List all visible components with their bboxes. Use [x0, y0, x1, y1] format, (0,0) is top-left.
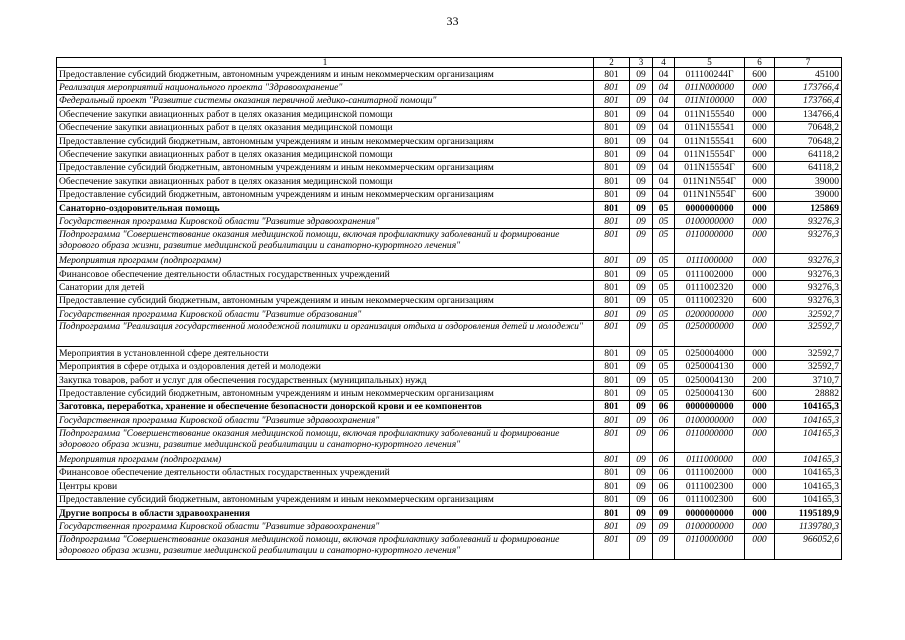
ministry-code-cell: 801	[594, 347, 630, 360]
item-name-cell: Центры крови	[57, 480, 594, 493]
amount-cell: 32592,7	[775, 360, 842, 373]
target-item-code-cell: 0250000000	[675, 321, 745, 347]
table-row	[57, 533, 842, 559]
section-code-cell: 09	[630, 94, 653, 107]
amount-cell: 70648,2	[775, 121, 842, 134]
subsection-code-cell: 05	[653, 267, 675, 280]
table-row	[57, 228, 842, 254]
item-name-cell: Подпрограмма "Совершенствование оказания медицинской помощи, включая профилактику заболеваний и формирование здорового образа жизни, развитие медицинской реабилитации и санаторно-курортного лечения"	[57, 533, 594, 559]
amount-cell: 104165,3	[775, 400, 842, 413]
expense-type-code-cell: 000	[745, 466, 775, 479]
subsection-code-cell: 05	[653, 347, 675, 360]
amount-cell: 173766,4	[775, 81, 842, 94]
table-row	[57, 347, 842, 360]
expense-type-code-cell: 000	[745, 201, 775, 214]
column-header: 6	[745, 58, 775, 68]
subsection-code-cell: 05	[653, 201, 675, 214]
target-item-code-cell: 0250004130	[675, 374, 745, 387]
target-item-code-cell: 011N000000	[675, 81, 745, 94]
table-row	[57, 94, 842, 107]
table-row	[57, 267, 842, 280]
expense-type-code-cell: 000	[745, 215, 775, 228]
expense-type-code-cell: 600	[745, 68, 775, 81]
item-name-cell: Предоставление субсидий бюджетным, автономным учреждениям и иным некоммерческим организациям	[57, 188, 594, 201]
section-code-cell: 09	[630, 294, 653, 307]
target-item-code-cell: 0111002300	[675, 493, 745, 506]
expense-type-code-cell: 000	[745, 427, 775, 453]
amount-cell: 104165,3	[775, 453, 842, 466]
item-name-cell: Обеспечение закупки авиационных работ в целях оказания медицинской помощи	[57, 148, 594, 161]
amount-cell: 93276,3	[775, 281, 842, 294]
item-name-cell: Заготовка, переработка, хранение и обеспечение безопасности донорской крови и ее компонентов	[57, 400, 594, 413]
section-code-cell: 09	[630, 374, 653, 387]
target-item-code-cell: 0200000000	[675, 308, 745, 321]
expense-type-code-cell: 000	[745, 81, 775, 94]
subsection-code-cell: 05	[653, 387, 675, 400]
target-item-code-cell: 0100000000	[675, 215, 745, 228]
amount-cell: 1195189,9	[775, 506, 842, 519]
target-item-code-cell: 0111000000	[675, 254, 745, 267]
expense-type-code-cell: 600	[745, 493, 775, 506]
subsection-code-cell: 06	[653, 453, 675, 466]
ministry-code-cell: 801	[594, 94, 630, 107]
expense-type-code-cell: 000	[745, 254, 775, 267]
subsection-code-cell: 09	[653, 533, 675, 559]
ministry-code-cell: 801	[594, 201, 630, 214]
subsection-code-cell: 09	[653, 506, 675, 519]
section-code-cell: 09	[630, 493, 653, 506]
expense-type-code-cell: 000	[745, 175, 775, 188]
item-name-cell: Реализация мероприятий национального проекта "Здравоохранение"	[57, 81, 594, 94]
target-item-code-cell: 0110000000	[675, 228, 745, 254]
column-header: 2	[594, 58, 630, 68]
target-item-code-cell: 0000000000	[675, 506, 745, 519]
expense-type-code-cell: 000	[745, 506, 775, 519]
ministry-code-cell: 801	[594, 400, 630, 413]
target-item-code-cell: 011N1N554Г	[675, 175, 745, 188]
section-code-cell: 09	[630, 347, 653, 360]
table-row	[57, 188, 842, 201]
table-row	[57, 294, 842, 307]
amount-cell: 45100	[775, 68, 842, 81]
subsection-code-cell: 06	[653, 480, 675, 493]
item-name-cell: Государственная программа Кировской области "Развитие здравоохранения"	[57, 520, 594, 533]
section-code-cell: 09	[630, 427, 653, 453]
expense-type-code-cell: 600	[745, 294, 775, 307]
expense-type-code-cell: 000	[745, 321, 775, 347]
item-name-cell: Санатории для детей	[57, 281, 594, 294]
item-name-cell: Предоставление субсидий бюджетным, автономным учреждениям и иным некоммерческим организациям	[57, 161, 594, 174]
amount-cell: 93276,3	[775, 294, 842, 307]
target-item-code-cell: 011N155541	[675, 134, 745, 147]
target-item-code-cell: 0111002300	[675, 480, 745, 493]
table-row	[57, 520, 842, 533]
target-item-code-cell: 011N15554Г	[675, 148, 745, 161]
item-name-cell: Предоставление субсидий бюджетным, автономным учреждениям и иным некоммерческим организациям	[57, 68, 594, 81]
table-body	[57, 68, 842, 560]
table-row	[57, 134, 842, 147]
section-code-cell: 09	[630, 387, 653, 400]
item-name-cell: Предоставление субсидий бюджетным, автономным учреждениям и иным некоммерческим организациям	[57, 493, 594, 506]
item-name-cell: Другие вопросы в области здравоохранения	[57, 506, 594, 519]
subsection-code-cell: 05	[653, 360, 675, 373]
table-row	[57, 121, 842, 134]
ministry-code-cell: 801	[594, 148, 630, 161]
target-item-code-cell: 0110000000	[675, 427, 745, 453]
subsection-code-cell: 06	[653, 427, 675, 453]
ministry-code-cell: 801	[594, 414, 630, 427]
ministry-code-cell: 801	[594, 493, 630, 506]
amount-cell: 104165,3	[775, 493, 842, 506]
amount-cell: 125869	[775, 201, 842, 214]
subsection-code-cell: 04	[653, 134, 675, 147]
table-row	[57, 414, 842, 427]
section-code-cell: 09	[630, 188, 653, 201]
table-row	[57, 427, 842, 453]
amount-cell: 64118,2	[775, 161, 842, 174]
subsection-code-cell: 09	[653, 520, 675, 533]
ministry-code-cell: 801	[594, 374, 630, 387]
target-item-code-cell: 011N15554Г	[675, 161, 745, 174]
target-item-code-cell: 0111002000	[675, 267, 745, 280]
expense-type-code-cell: 600	[745, 188, 775, 201]
section-code-cell: 09	[630, 414, 653, 427]
table-row	[57, 453, 842, 466]
subsection-code-cell: 04	[653, 121, 675, 134]
item-name-cell: Предоставление субсидий бюджетным, автономным учреждениям и иным некоммерческим организациям	[57, 294, 594, 307]
item-name-cell: Государственная программа Кировской области "Развитие здравоохранения"	[57, 215, 594, 228]
ministry-code-cell: 801	[594, 81, 630, 94]
ministry-code-cell: 801	[594, 308, 630, 321]
ministry-code-cell: 801	[594, 466, 630, 479]
target-item-code-cell: 0250004130	[675, 360, 745, 373]
expense-type-code-cell: 000	[745, 520, 775, 533]
column-header: 7	[775, 58, 842, 68]
amount-cell: 93276,3	[775, 254, 842, 267]
expense-type-code-cell: 000	[745, 267, 775, 280]
section-code-cell: 09	[630, 360, 653, 373]
ministry-code-cell: 801	[594, 453, 630, 466]
subsection-code-cell: 05	[653, 321, 675, 347]
target-item-code-cell: 0111000000	[675, 453, 745, 466]
section-code-cell: 09	[630, 134, 653, 147]
item-name-cell: Предоставление субсидий бюджетным, автономным учреждениям и иным некоммерческим организациям	[57, 387, 594, 400]
section-code-cell: 09	[630, 201, 653, 214]
table-row	[57, 201, 842, 214]
ministry-code-cell: 801	[594, 480, 630, 493]
item-name-cell: Федеральный проект "Развитие системы оказания первичной медико-санитарной помощи"	[57, 94, 594, 107]
table-row	[57, 308, 842, 321]
table-row	[57, 108, 842, 121]
table-row	[57, 321, 842, 347]
table-header-row	[57, 58, 842, 68]
amount-cell: 93276,3	[775, 215, 842, 228]
item-name-cell: Финансовое обеспечение деятельности областных государственных учреждений	[57, 267, 594, 280]
subsection-code-cell: 06	[653, 414, 675, 427]
subsection-code-cell: 04	[653, 68, 675, 81]
section-code-cell: 09	[630, 215, 653, 228]
item-name-cell: Обеспечение закупки авиационных работ в целях оказания медицинской помощи	[57, 121, 594, 134]
ministry-code-cell: 801	[594, 121, 630, 134]
table-row	[57, 374, 842, 387]
item-name-cell: Подпрограмма "Совершенствование оказания медицинской помощи, включая профилактику заболеваний и формирование здорового образа жизни, развитие медицинской реабилитации и санаторно-курортного лечения"	[57, 228, 594, 254]
amount-cell: 173766,4	[775, 94, 842, 107]
target-item-code-cell: 011N155540	[675, 108, 745, 121]
expense-type-code-cell: 600	[745, 387, 775, 400]
section-code-cell: 09	[630, 121, 653, 134]
target-item-code-cell: 011N1N554Г	[675, 188, 745, 201]
amount-cell: 104165,3	[775, 480, 842, 493]
expense-type-code-cell: 000	[745, 533, 775, 559]
ministry-code-cell: 801	[594, 520, 630, 533]
subsection-code-cell: 05	[653, 374, 675, 387]
target-item-code-cell: 011N100000	[675, 94, 745, 107]
column-header: 4	[653, 58, 675, 68]
column-header: 5	[675, 58, 745, 68]
item-name-cell: Обеспечение закупки авиационных работ в целях оказания медицинской помощи	[57, 175, 594, 188]
section-code-cell: 09	[630, 321, 653, 347]
expense-type-code-cell: 000	[745, 94, 775, 107]
ministry-code-cell: 801	[594, 161, 630, 174]
amount-cell: 70648,2	[775, 134, 842, 147]
item-name-cell: Государственная программа Кировской области "Развитие здравоохранения"	[57, 414, 594, 427]
ministry-code-cell: 801	[594, 294, 630, 307]
amount-cell: 32592,7	[775, 347, 842, 360]
item-name-cell: Закупка товаров, работ и услуг для обеспечения государственных (муниципальных) нужд	[57, 374, 594, 387]
column-header: 1	[57, 58, 594, 68]
target-item-code-cell: 0000000000	[675, 201, 745, 214]
ministry-code-cell: 801	[594, 533, 630, 559]
section-code-cell: 09	[630, 308, 653, 321]
target-item-code-cell: 0000000000	[675, 400, 745, 413]
table-row	[57, 68, 842, 81]
subsection-code-cell: 05	[653, 215, 675, 228]
section-code-cell: 09	[630, 175, 653, 188]
expense-type-code-cell: 000	[745, 400, 775, 413]
item-name-cell: Финансовое обеспечение деятельности областных государственных учреждений	[57, 466, 594, 479]
item-name-cell: Мероприятия в установленной сфере деятельности	[57, 347, 594, 360]
target-item-code-cell: 011N155541	[675, 121, 745, 134]
table-row	[57, 175, 842, 188]
expense-type-code-cell: 000	[745, 480, 775, 493]
amount-cell: 39000	[775, 175, 842, 188]
target-item-code-cell: 0100000000	[675, 414, 745, 427]
ministry-code-cell: 801	[594, 387, 630, 400]
table-row	[57, 506, 842, 519]
amount-cell: 104165,3	[775, 414, 842, 427]
expense-type-code-cell: 000	[745, 281, 775, 294]
subsection-code-cell: 05	[653, 228, 675, 254]
amount-cell: 64118,2	[775, 148, 842, 161]
section-code-cell: 09	[630, 148, 653, 161]
section-code-cell: 09	[630, 254, 653, 267]
section-code-cell: 09	[630, 281, 653, 294]
table-row	[57, 387, 842, 400]
ministry-code-cell: 801	[594, 254, 630, 267]
ministry-code-cell: 801	[594, 281, 630, 294]
item-name-cell: Мероприятия в сфере отдыха и оздоровления детей и молодежи	[57, 360, 594, 373]
table-row	[57, 400, 842, 413]
target-item-code-cell: 0250004000	[675, 347, 745, 360]
table-row	[57, 493, 842, 506]
subsection-code-cell: 04	[653, 188, 675, 201]
expense-type-code-cell: 000	[745, 453, 775, 466]
subsection-code-cell: 04	[653, 108, 675, 121]
table-row	[57, 281, 842, 294]
ministry-code-cell: 801	[594, 506, 630, 519]
item-name-cell: Подпрограмма "Реализация государственной молодежной политики и организация отдыха и оздоровления детей и молодежи"	[57, 321, 594, 347]
amount-cell: 28882	[775, 387, 842, 400]
amount-cell: 32592,7	[775, 321, 842, 347]
ministry-code-cell: 801	[594, 215, 630, 228]
item-name-cell: Санаторно-оздоровительная помощь	[57, 201, 594, 214]
target-item-code-cell: 0111002000	[675, 466, 745, 479]
amount-cell: 39000	[775, 188, 842, 201]
section-code-cell: 09	[630, 400, 653, 413]
table-row	[57, 466, 842, 479]
item-name-cell: Подпрограмма "Совершенствование оказания медицинской помощи, включая профилактику заболеваний и формирование здорового образа жизни, развитие медицинской реабилитации и санаторно-курортного лечения"	[57, 427, 594, 453]
amount-cell: 3710,7	[775, 374, 842, 387]
item-name-cell: Мероприятия программ (подпрограмм)	[57, 453, 594, 466]
subsection-code-cell: 04	[653, 148, 675, 161]
subsection-code-cell: 05	[653, 294, 675, 307]
item-name-cell: Обеспечение закупки авиационных работ в целях оказания медицинской помощи	[57, 108, 594, 121]
target-item-code-cell: 0250004130	[675, 387, 745, 400]
target-item-code-cell: 0111002320	[675, 294, 745, 307]
section-code-cell: 09	[630, 453, 653, 466]
section-code-cell: 09	[630, 480, 653, 493]
section-code-cell: 09	[630, 68, 653, 81]
expense-type-code-cell: 000	[745, 121, 775, 134]
subsection-code-cell: 04	[653, 161, 675, 174]
ministry-code-cell: 801	[594, 175, 630, 188]
section-code-cell: 09	[630, 506, 653, 519]
subsection-code-cell: 04	[653, 94, 675, 107]
expense-type-code-cell: 200	[745, 374, 775, 387]
target-item-code-cell: 011100244Г	[675, 68, 745, 81]
budget-table	[56, 57, 842, 560]
table-row	[57, 148, 842, 161]
expense-type-code-cell: 000	[745, 148, 775, 161]
expense-type-code-cell: 000	[745, 414, 775, 427]
target-item-code-cell: 0110000000	[675, 533, 745, 559]
amount-cell: 966052,6	[775, 533, 842, 559]
expense-type-code-cell: 600	[745, 134, 775, 147]
ministry-code-cell: 801	[594, 427, 630, 453]
subsection-code-cell: 05	[653, 281, 675, 294]
subsection-code-cell: 06	[653, 400, 675, 413]
section-code-cell: 09	[630, 466, 653, 479]
expense-type-code-cell: 000	[745, 108, 775, 121]
target-item-code-cell: 0100000000	[675, 520, 745, 533]
item-name-cell: Мероприятия программ (подпрограмм)	[57, 254, 594, 267]
item-name-cell: Предоставление субсидий бюджетным, автономным учреждениям и иным некоммерческим организациям	[57, 134, 594, 147]
ministry-code-cell: 801	[594, 108, 630, 121]
amount-cell: 1139780,3	[775, 520, 842, 533]
expense-type-code-cell: 600	[745, 161, 775, 174]
section-code-cell: 09	[630, 267, 653, 280]
ministry-code-cell: 801	[594, 267, 630, 280]
section-code-cell: 09	[630, 161, 653, 174]
expense-type-code-cell: 000	[745, 228, 775, 254]
table-row	[57, 480, 842, 493]
subsection-code-cell: 04	[653, 175, 675, 188]
subsection-code-cell: 05	[653, 308, 675, 321]
table-row	[57, 254, 842, 267]
amount-cell: 104165,3	[775, 466, 842, 479]
page-number: 33	[446, 14, 459, 28]
table-row	[57, 161, 842, 174]
expense-type-code-cell: 000	[745, 347, 775, 360]
amount-cell: 93276,3	[775, 228, 842, 254]
column-header: 3	[630, 58, 653, 68]
amount-cell: 104165,3	[775, 427, 842, 453]
ministry-code-cell: 801	[594, 360, 630, 373]
ministry-code-cell: 801	[594, 134, 630, 147]
section-code-cell: 09	[630, 533, 653, 559]
subsection-code-cell: 06	[653, 466, 675, 479]
subsection-code-cell: 04	[653, 81, 675, 94]
section-code-cell: 09	[630, 228, 653, 254]
ministry-code-cell: 801	[594, 68, 630, 81]
table-row	[57, 215, 842, 228]
ministry-code-cell: 801	[594, 188, 630, 201]
subsection-code-cell: 06	[653, 493, 675, 506]
table-row	[57, 81, 842, 94]
section-code-cell: 09	[630, 520, 653, 533]
ministry-code-cell: 801	[594, 228, 630, 254]
expense-type-code-cell: 000	[745, 360, 775, 373]
ministry-code-cell: 801	[594, 321, 630, 347]
item-name-cell: Государственная программа Кировской области "Развитие образования"	[57, 308, 594, 321]
amount-cell: 32592,7	[775, 308, 842, 321]
amount-cell: 93276,3	[775, 267, 842, 280]
section-code-cell: 09	[630, 81, 653, 94]
table-row	[57, 360, 842, 373]
subsection-code-cell: 05	[653, 254, 675, 267]
target-item-code-cell: 0111002320	[675, 281, 745, 294]
section-code-cell: 09	[630, 108, 653, 121]
expense-type-code-cell: 000	[745, 308, 775, 321]
amount-cell: 134766,4	[775, 108, 842, 121]
